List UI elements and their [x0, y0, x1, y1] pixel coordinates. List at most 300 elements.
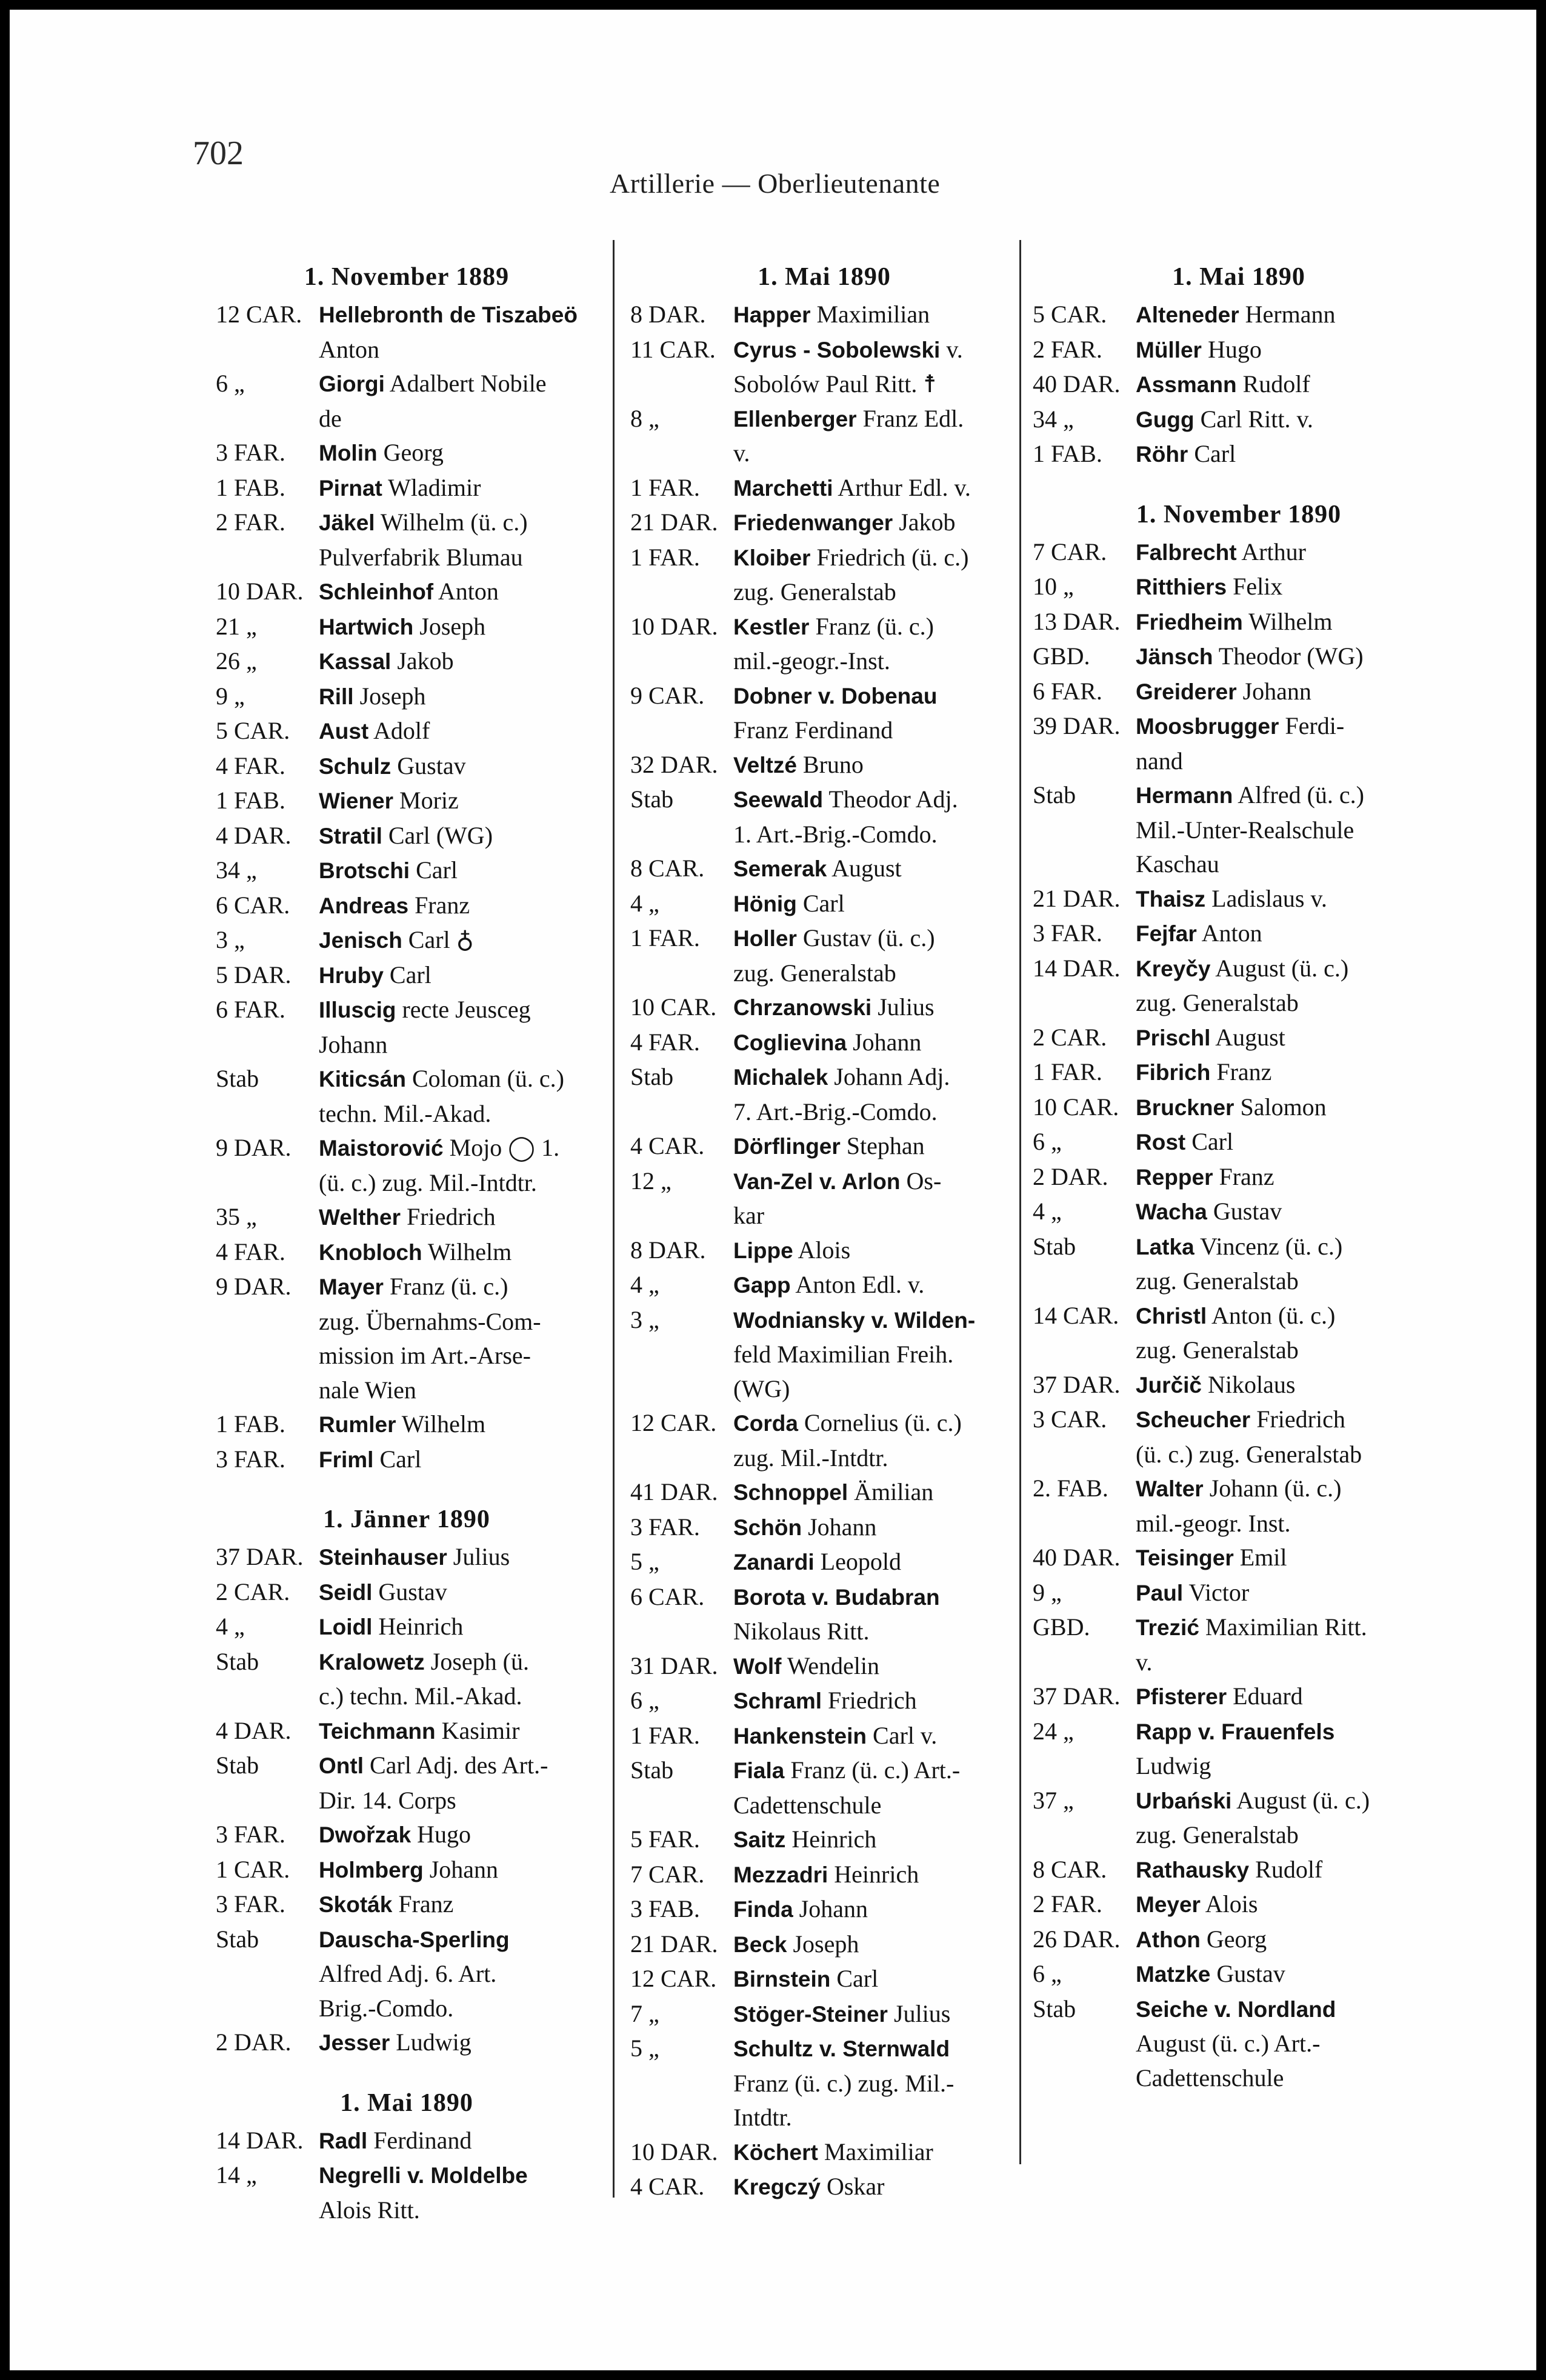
- officer-entry: [630, 1753, 1018, 1788]
- officer-details: Franz: [1216, 1058, 1272, 1085]
- unit-label: 10 DAR.: [630, 2138, 718, 2165]
- officer-entry: [1033, 298, 1445, 333]
- officer-details: Ämilian: [854, 1478, 934, 1505]
- officer-surname: Fejfar: [1136, 921, 1197, 946]
- officer-entry: [1033, 402, 1445, 438]
- entry-text: [1136, 1402, 1445, 1438]
- unit-label: 7 CAR.: [1033, 538, 1107, 565]
- officer-surname: Finda: [733, 1897, 793, 1922]
- unit-label: 3 FAR.: [216, 1821, 285, 1848]
- entry-continuation: Johann: [319, 1030, 388, 1058]
- entry-continuation: de: [319, 404, 342, 432]
- officer-details: Hugo: [417, 1821, 471, 1848]
- entry-text: [733, 1233, 1018, 1268]
- officer-details: Gustav: [397, 752, 466, 779]
- officer-surname: Illuscig: [319, 998, 396, 1022]
- officer-surname: Hellebronth de Tiszabeö: [319, 302, 578, 327]
- entry-text: [733, 1892, 1018, 1927]
- unit-label: 1 FAB.: [216, 787, 285, 814]
- unit-label: 3 FAR.: [216, 439, 285, 466]
- officer-details: Gustav (ü. c.): [802, 924, 935, 952]
- officer-entry: [630, 1510, 1018, 1545]
- officer-entry: [216, 1748, 598, 1784]
- unit-label: 2. FAB.: [1033, 1475, 1108, 1502]
- officer-surname: Dobner v. Dobenau: [733, 683, 938, 708]
- officer-details: Maximiliar: [824, 2138, 933, 2165]
- column-right: [1033, 255, 1445, 2095]
- officer-surname: Paul: [1136, 1580, 1184, 1605]
- officer-details: Carl (WG): [388, 821, 493, 849]
- entry-text: [1136, 1541, 1445, 1576]
- officer-entry: [216, 2025, 598, 2061]
- unit-label: 4 CAR.: [630, 2173, 705, 2200]
- officer-details: Heinrich: [378, 1613, 464, 1640]
- officer-details: Franz: [415, 891, 470, 919]
- entry-continuation: mil.-geogr. Inst.: [1136, 1509, 1291, 1537]
- entry-continuation: Franz (ü. c.) zug. Mil.-: [733, 2069, 955, 2097]
- entry-text: [733, 782, 1018, 818]
- officer-details: Joseph (ü.: [430, 1647, 529, 1675]
- officer-details: Julius: [878, 993, 935, 1021]
- officer-surname: Coglievina: [733, 1030, 847, 1055]
- officer-entry: [1033, 1402, 1445, 1438]
- entry-text: [319, 1610, 598, 1645]
- officer-surname: Hruby: [319, 962, 384, 988]
- unit-label: GBD.: [1033, 1613, 1090, 1641]
- entry-text: [319, 298, 598, 333]
- officer-details: Emil: [1239, 1544, 1287, 1571]
- officer-entry: [1033, 1125, 1445, 1160]
- unit-label: 8 CAR.: [630, 855, 705, 882]
- entry-text: [1136, 298, 1445, 333]
- unit-label: 14 DAR.: [1033, 954, 1121, 982]
- entry-continuation: Cadettenschule: [1136, 2064, 1284, 2092]
- officer-entry: [630, 852, 1018, 887]
- unit-label: 5 CAR.: [1033, 301, 1107, 328]
- officer-details: Franz (ü. c.): [389, 1273, 508, 1300]
- officer-surname: Gugg: [1136, 407, 1194, 432]
- officer-details: August (ü. c.): [1215, 954, 1349, 982]
- officer-surname: Wodniansky v. Wilden-: [733, 1307, 976, 1333]
- entry-text: [1136, 1195, 1445, 1230]
- entry-continuation: Mil.-Unter-Realschule: [1136, 816, 1354, 844]
- officer-details: Maximilian: [816, 301, 930, 328]
- unit-label: 2 DAR.: [1033, 1162, 1108, 1190]
- officer-entry: [216, 714, 598, 749]
- unit-label: 8 CAR.: [1033, 1855, 1107, 1883]
- officer-surname: Röhr: [1136, 442, 1188, 467]
- officer-details: Carl: [1194, 440, 1236, 467]
- entry-continuation: zug. Generalstab: [1136, 1336, 1299, 1364]
- officer-entry: [630, 402, 1018, 437]
- officer-details: Friedrich (ü. c.): [816, 543, 969, 571]
- entry-text: [733, 2170, 1018, 2205]
- officer-details: Rudolf: [1255, 1855, 1323, 1883]
- unit-label: 4 „: [630, 889, 659, 917]
- entry-text: [319, 1922, 598, 1958]
- officer-entry: [216, 993, 598, 1028]
- officer-surname: Friedheim: [1136, 609, 1243, 635]
- unit-label: 26 „: [216, 647, 257, 675]
- officer-details: Coloman (ü. c.): [411, 1065, 564, 1092]
- officer-surname: Aust: [319, 719, 369, 744]
- officer-details: Franz: [398, 1890, 454, 1918]
- unit-label: 2 CAR.: [216, 1578, 290, 1605]
- entry-text: [733, 1060, 1018, 1095]
- column-middle: [630, 255, 1018, 2205]
- unit-label: 12 CAR.: [630, 1965, 717, 1992]
- unit-label: 2 CAR.: [1033, 1023, 1107, 1051]
- officer-entry: [1033, 882, 1445, 917]
- officer-surname: Stöger-Steiner: [733, 2001, 888, 2027]
- unit-label: 35 „: [216, 1203, 257, 1230]
- entry-text: [319, 1853, 598, 1888]
- officer-entry: [630, 1164, 1018, 1199]
- officer-entry: [216, 2124, 598, 2159]
- officer-entry: [216, 1922, 598, 1958]
- entry-text: [319, 679, 598, 715]
- officer-entry: [216, 1200, 598, 1235]
- officer-entry: [1033, 333, 1445, 368]
- unit-label: 21 DAR.: [630, 1930, 718, 1958]
- officer-entry: [1033, 675, 1445, 710]
- entry-continuation: techn. Mil.-Akad.: [319, 1099, 491, 1127]
- unit-label: 4 FAR.: [630, 1028, 700, 1056]
- entry-continuation: Brig.-Comdo.: [319, 1994, 454, 2022]
- entry-text: [319, 575, 598, 610]
- entry-continuation: zug. Generalstab: [733, 959, 896, 987]
- entry-continuation: Anton: [319, 335, 379, 363]
- unit-label: 37 DAR.: [216, 1543, 304, 1570]
- officer-surname: Dwořzak: [319, 1822, 411, 1847]
- unit-label: 8 DAR.: [630, 1236, 706, 1264]
- officer-entry: [1033, 605, 1445, 640]
- officer-surname: Schnoppel: [733, 1480, 848, 1505]
- entry-text: [1136, 367, 1445, 402]
- officer-entry: [630, 748, 1018, 783]
- entry-text: [319, 749, 598, 784]
- officer-surname: Friedenwanger: [733, 510, 893, 535]
- officer-details: August: [831, 855, 902, 882]
- officer-surname: Corda: [733, 1411, 798, 1436]
- officer-surname: Christl: [1136, 1303, 1207, 1328]
- officer-surname: Kestler: [733, 614, 810, 639]
- officer-entry: [1033, 1021, 1445, 1056]
- unit-label: 41 DAR.: [630, 1478, 718, 1505]
- unit-label: 3 FAB.: [630, 1895, 700, 1922]
- unit-label: 4 CAR.: [630, 1132, 705, 1159]
- entry-text: [319, 1062, 598, 1097]
- entry-text: [1136, 952, 1445, 987]
- unit-label: 13 DAR.: [1033, 607, 1121, 635]
- entry-text: [1136, 402, 1445, 438]
- entry-text: [319, 1818, 598, 1853]
- officer-entry: [216, 1131, 598, 1166]
- officer-surname: Seewald: [733, 787, 824, 812]
- entry-text: [319, 367, 598, 402]
- officer-surname: Matzke: [1136, 1962, 1211, 1987]
- unit-label: 40 DAR.: [1033, 370, 1121, 398]
- entry-continuation: August (ü. c.) Art.-: [1136, 2030, 1321, 2057]
- unit-label: 3 „: [630, 1305, 659, 1333]
- unit-label: 10 DAR.: [630, 612, 718, 640]
- entry-text: [1136, 570, 1445, 605]
- unit-label: 6 „: [630, 1687, 659, 1714]
- officer-surname: Cyrus - Sobolewski: [733, 337, 941, 362]
- officer-surname: Falbrecht: [1136, 539, 1237, 565]
- date-heading: 1. Mai 1890: [340, 2088, 473, 2117]
- unit-label: 1 FAR.: [630, 473, 700, 501]
- unit-label: Stab: [630, 1756, 674, 1784]
- officer-entry: [216, 1887, 598, 1922]
- officer-details: Alois: [1205, 1890, 1258, 1918]
- officer-entry: [1033, 1887, 1445, 1922]
- officer-entry: [1033, 1160, 1445, 1195]
- unit-label: 3 „: [216, 926, 245, 953]
- officer-details: Oskar: [826, 2173, 885, 2200]
- officer-surname: Radl: [319, 2128, 368, 2153]
- entry-text: [1136, 916, 1445, 952]
- officer-entry: [1033, 1992, 1445, 2027]
- officer-surname: Müller: [1136, 337, 1202, 362]
- officer-details: Alfred (ü. c.): [1238, 781, 1364, 808]
- officer-entry: [630, 1892, 1018, 1927]
- officer-details: Friedrich: [828, 1687, 917, 1714]
- entry-continuation: 7. Art.-Brig.-Comdo.: [733, 1098, 938, 1125]
- entry-text: [319, 958, 598, 993]
- officer-surname: Michalek: [733, 1065, 828, 1090]
- officer-details: Maximilian Ritt.: [1205, 1613, 1367, 1641]
- entry-continuation: mil.-geogr.-Inst.: [733, 647, 890, 675]
- officer-surname: Kreyčy: [1136, 956, 1211, 981]
- officer-surname: Meyer: [1136, 1892, 1201, 1917]
- entry-text: [1136, 1160, 1445, 1195]
- officer-surname: Chrzanowski: [733, 995, 872, 1020]
- unit-label: 4 FAR.: [216, 1238, 285, 1265]
- date-heading: 1. Mai 1890: [758, 263, 891, 291]
- officer-entry: [1033, 1090, 1445, 1125]
- officer-details: Wendelin: [787, 1652, 880, 1679]
- officer-entry: [630, 1545, 1018, 1580]
- officer-surname: Van-Zel v. Arlon: [733, 1168, 901, 1194]
- officer-surname: Repper: [1136, 1164, 1213, 1190]
- officer-details: Gustav: [1213, 1198, 1282, 1225]
- entry-text: [733, 333, 1018, 368]
- date-heading: 1. Mai 1890: [1172, 263, 1305, 291]
- unit-label: 1 FAR.: [630, 543, 700, 571]
- entry-text: [1136, 1853, 1445, 1888]
- entry-text: [733, 1684, 1018, 1719]
- officer-details: Bruno: [802, 750, 864, 778]
- officer-surname: Maistorović: [319, 1136, 444, 1161]
- officer-surname: Giorgi: [319, 372, 385, 396]
- officer-details: Johann: [429, 1855, 499, 1883]
- officer-surname: Urbański: [1136, 1788, 1232, 1813]
- officer-entry: [630, 679, 1018, 714]
- officer-surname: Mezzadri: [733, 1862, 828, 1887]
- officer-details: Gustav: [378, 1578, 447, 1605]
- book-page: [10, 10, 1536, 2370]
- entry-text: [1136, 1368, 1445, 1403]
- unit-label: 1 FAR.: [630, 924, 700, 952]
- officer-surname: Kiticsán: [319, 1067, 406, 1092]
- officer-entry: [1033, 535, 1445, 570]
- officer-entry: [630, 1962, 1018, 1997]
- unit-label: 12 „: [630, 1167, 671, 1195]
- officer-surname: Loidl: [319, 1615, 373, 1639]
- officer-details: Friedrich: [1256, 1405, 1345, 1433]
- officer-details: Georg: [1206, 1925, 1267, 1953]
- officer-entry: [1033, 709, 1445, 744]
- entry-text: [319, 1270, 598, 1305]
- officer-entry: [216, 298, 598, 333]
- officer-entry: [1033, 437, 1445, 472]
- unit-label: 9 „: [1033, 1578, 1062, 1606]
- officer-entry: [630, 1303, 1018, 1338]
- officer-entry: [216, 2158, 598, 2193]
- officer-details: Kasimir: [441, 1716, 520, 1744]
- entry-continuation: Franz Ferdinand: [733, 716, 893, 744]
- entry-text: [319, 784, 598, 819]
- entry-continuation: Sobolów Paul Ritt. ☨: [733, 370, 937, 398]
- officer-details: Joseph: [359, 682, 426, 710]
- officer-surname: Bruckner: [1136, 1095, 1234, 1120]
- officer-details: Jakob: [397, 647, 454, 675]
- entry-text: [733, 1719, 1018, 1754]
- entry-text: [733, 471, 1018, 506]
- officer-surname: Beck: [733, 1932, 787, 1957]
- entry-text: [1136, 535, 1445, 570]
- officer-surname: Rapp v. Frauenfels: [1136, 1719, 1335, 1744]
- officer-entry: [630, 541, 1018, 576]
- unit-label: 11 CAR.: [630, 335, 716, 363]
- officer-details: Georg: [383, 439, 444, 466]
- unit-label: 12 CAR.: [216, 301, 302, 328]
- officer-details: Johann: [799, 1895, 868, 1922]
- unit-label: 4 „: [1033, 1198, 1062, 1225]
- unit-label: 14 „: [216, 2161, 257, 2188]
- officer-details: Carl: [416, 856, 458, 884]
- officer-entry: [216, 436, 598, 471]
- unit-label: 34 „: [216, 856, 257, 884]
- unit-label: 39 DAR.: [1033, 712, 1121, 739]
- officer-entry: [216, 819, 598, 854]
- officer-entry: [1033, 570, 1445, 605]
- officer-entry: [216, 1407, 598, 1442]
- officer-surname: Köchert: [733, 2139, 818, 2165]
- officer-entry: [1033, 1784, 1445, 1819]
- unit-label: 2 FAR.: [1033, 1890, 1102, 1918]
- entry-text: [319, 888, 598, 924]
- officer-surname: Fibrich: [1136, 1060, 1211, 1085]
- unit-label: 7 CAR.: [630, 1860, 705, 1888]
- entry-text: [1136, 1125, 1445, 1160]
- officer-details: Rudolf: [1242, 370, 1310, 398]
- officer-entry: [1033, 1368, 1445, 1403]
- unit-label: 40 DAR.: [1033, 1544, 1121, 1571]
- unit-label: 8 DAR.: [630, 301, 706, 328]
- entry-continuation: Nikolaus Ritt.: [733, 1618, 870, 1645]
- entry-text: [733, 1962, 1018, 1997]
- officer-surname: Marchetti: [733, 475, 833, 501]
- unit-label: 6 „: [1033, 1960, 1062, 1987]
- entry-text: [733, 2032, 1018, 2067]
- officer-surname: Kloiber: [733, 545, 811, 570]
- officer-details: Johann (ü. c.): [1209, 1475, 1342, 1502]
- entry-continuation: Kaschau: [1136, 850, 1219, 878]
- entry-text: [733, 2135, 1018, 2170]
- unit-label: 4 DAR.: [216, 1716, 292, 1744]
- officer-details: Adolf: [373, 717, 430, 744]
- entry-continuation: Pulverfabrik Blumau: [319, 543, 523, 571]
- entry-continuation: Ludwig: [1136, 1752, 1211, 1779]
- entry-continuation: mission im Art.-Arse-: [319, 1342, 531, 1369]
- officer-details: Johann Adj.: [834, 1063, 950, 1090]
- officer-details: Arthur Edl. v.: [838, 473, 971, 501]
- entry-text: [733, 990, 1018, 1025]
- unit-label: 14 DAR.: [216, 2126, 304, 2154]
- officer-entry: [216, 1442, 598, 1478]
- entry-text: [319, 1887, 598, 1922]
- officer-surname: Gapp: [733, 1273, 791, 1298]
- officer-surname: Birnstein: [733, 1967, 831, 1992]
- entry-text: [1136, 1992, 1445, 2027]
- officer-details: Moriz: [399, 787, 459, 814]
- officer-details: Carl: [379, 1445, 422, 1473]
- officer-entry: [1033, 1957, 1445, 1992]
- entry-text: [319, 610, 598, 645]
- entry-continuation: 1. Art.-Brig.-Comdo.: [733, 820, 938, 848]
- officer-details: Leopold: [820, 1548, 901, 1575]
- unit-label: 6 „: [216, 370, 245, 397]
- officer-entry: [1033, 778, 1445, 813]
- officer-entry: [630, 1997, 1018, 2032]
- entry-text: [733, 1545, 1018, 1580]
- officer-entry: [630, 887, 1018, 922]
- officer-details: Carl v.: [873, 1721, 938, 1749]
- entry-text: [733, 1268, 1018, 1303]
- entry-text: [319, 471, 598, 506]
- entry-text: [733, 505, 1018, 541]
- officer-entry: [216, 1062, 598, 1097]
- entry-text: [1136, 1055, 1445, 1090]
- officer-entry: [1033, 1715, 1445, 1750]
- officer-surname: Brotschi: [319, 858, 410, 883]
- officer-entry: [1033, 1541, 1445, 1576]
- officer-details: Arthur: [1241, 538, 1306, 565]
- officer-surname: Veltzé: [733, 752, 797, 778]
- entry-text: [319, 1575, 598, 1610]
- unit-label: 4 FAR.: [216, 752, 285, 779]
- unit-label: 37 DAR.: [1033, 1370, 1121, 1398]
- officer-entry: [1033, 1576, 1445, 1611]
- entry-text: [1136, 605, 1445, 640]
- unit-label: 24 „: [1033, 1717, 1074, 1745]
- unit-label: 3 FAR.: [216, 1445, 285, 1473]
- unit-label: 4 „: [630, 1271, 659, 1298]
- unit-label: 1 FAB.: [216, 473, 285, 501]
- officer-surname: Teichmann: [319, 1718, 436, 1744]
- officer-entry: [1033, 1853, 1445, 1888]
- entry-text: [733, 1406, 1018, 1441]
- officer-surname: Hankenstein: [733, 1723, 867, 1748]
- entry-text: [1136, 709, 1445, 744]
- officer-entry: [216, 679, 598, 715]
- officer-details: Anton: [438, 578, 499, 605]
- officer-details: Johann: [1242, 677, 1311, 705]
- entry-text: [319, 505, 598, 541]
- officer-surname: Teisinger: [1136, 1545, 1234, 1570]
